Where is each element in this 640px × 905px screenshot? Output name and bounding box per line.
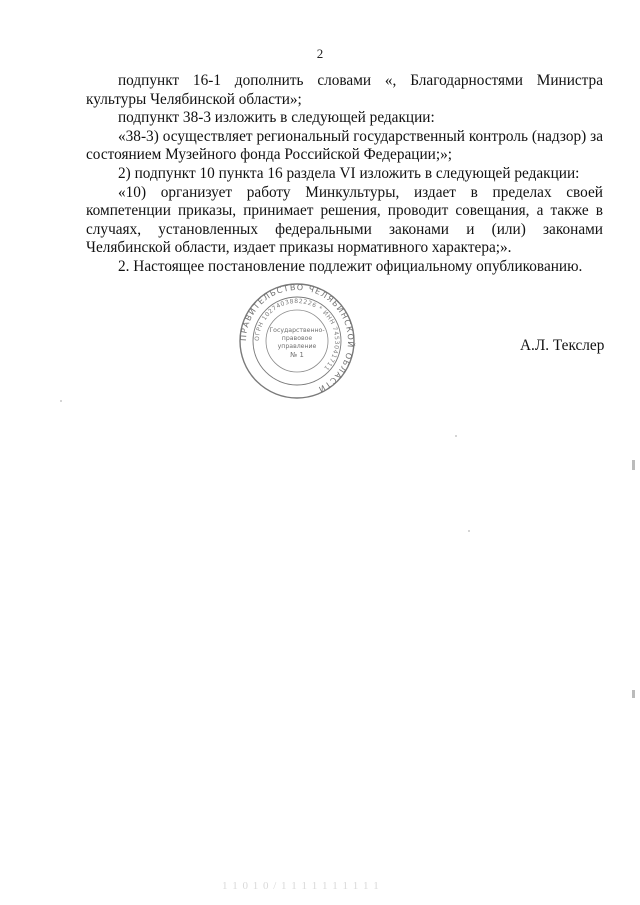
scan-speck	[455, 435, 457, 437]
paragraph-4: 2) подпункт 10 пункта 16 раздела VI изложить в следующей редакции:	[118, 164, 580, 182]
official-seal-stamp	[238, 282, 356, 400]
document-body	[86, 72, 603, 277]
scan-speck	[468, 530, 470, 532]
seal-graphic	[238, 282, 356, 400]
faint-footer-text: 1 1 0 1 0 / 1 1 1 1 1 1 1 1 1 1	[222, 880, 380, 892]
paragraph-5: «10) организует работу Минкультуры, издает в пределах своей компетенции приказы, принимает решения, проводит совещания, а также в случаях, установленных федеральными законами и (или) законами Челябинской области, издает приказы нормативного характера;».	[86, 183, 603, 257]
seal-center-line-3: управление	[277, 343, 317, 350]
paragraph-6: 2. Настоящее постановление подлежит официальному опубликованию.	[118, 257, 583, 275]
seal-inner-text: ОГРН 1027403882226 * ИНН 7453041711	[253, 297, 341, 372]
seal-outer-text: ПРАВИТЕЛЬСТВО ЧЕЛЯБИНСКОЙ ОБЛАСТИ	[238, 282, 356, 395]
seal-center-line-1: Государственно-	[269, 327, 325, 334]
page-number: 2	[316, 46, 324, 61]
paragraph-1: подпункт 16-1 дополнить словами «, Благодарностями Министра культуры Челябинской области»;	[86, 72, 603, 108]
scan-speck	[60, 400, 62, 402]
scan-edge-mark	[632, 460, 635, 470]
scan-edge-mark	[632, 690, 635, 698]
seal-center-line-4: № 1	[290, 351, 304, 359]
paragraph-2: подпункт 38-3 изложить в следующей редакции:	[118, 109, 435, 127]
signatory-name: А.Л. Текслер	[520, 337, 605, 354]
seal-center-line-2: правовое	[281, 335, 313, 342]
paragraph-3: «38-3) осуществляет региональный государственный контроль (надзор) за состоянием Музейного фонда Российской Федерации;»;	[86, 127, 603, 164]
